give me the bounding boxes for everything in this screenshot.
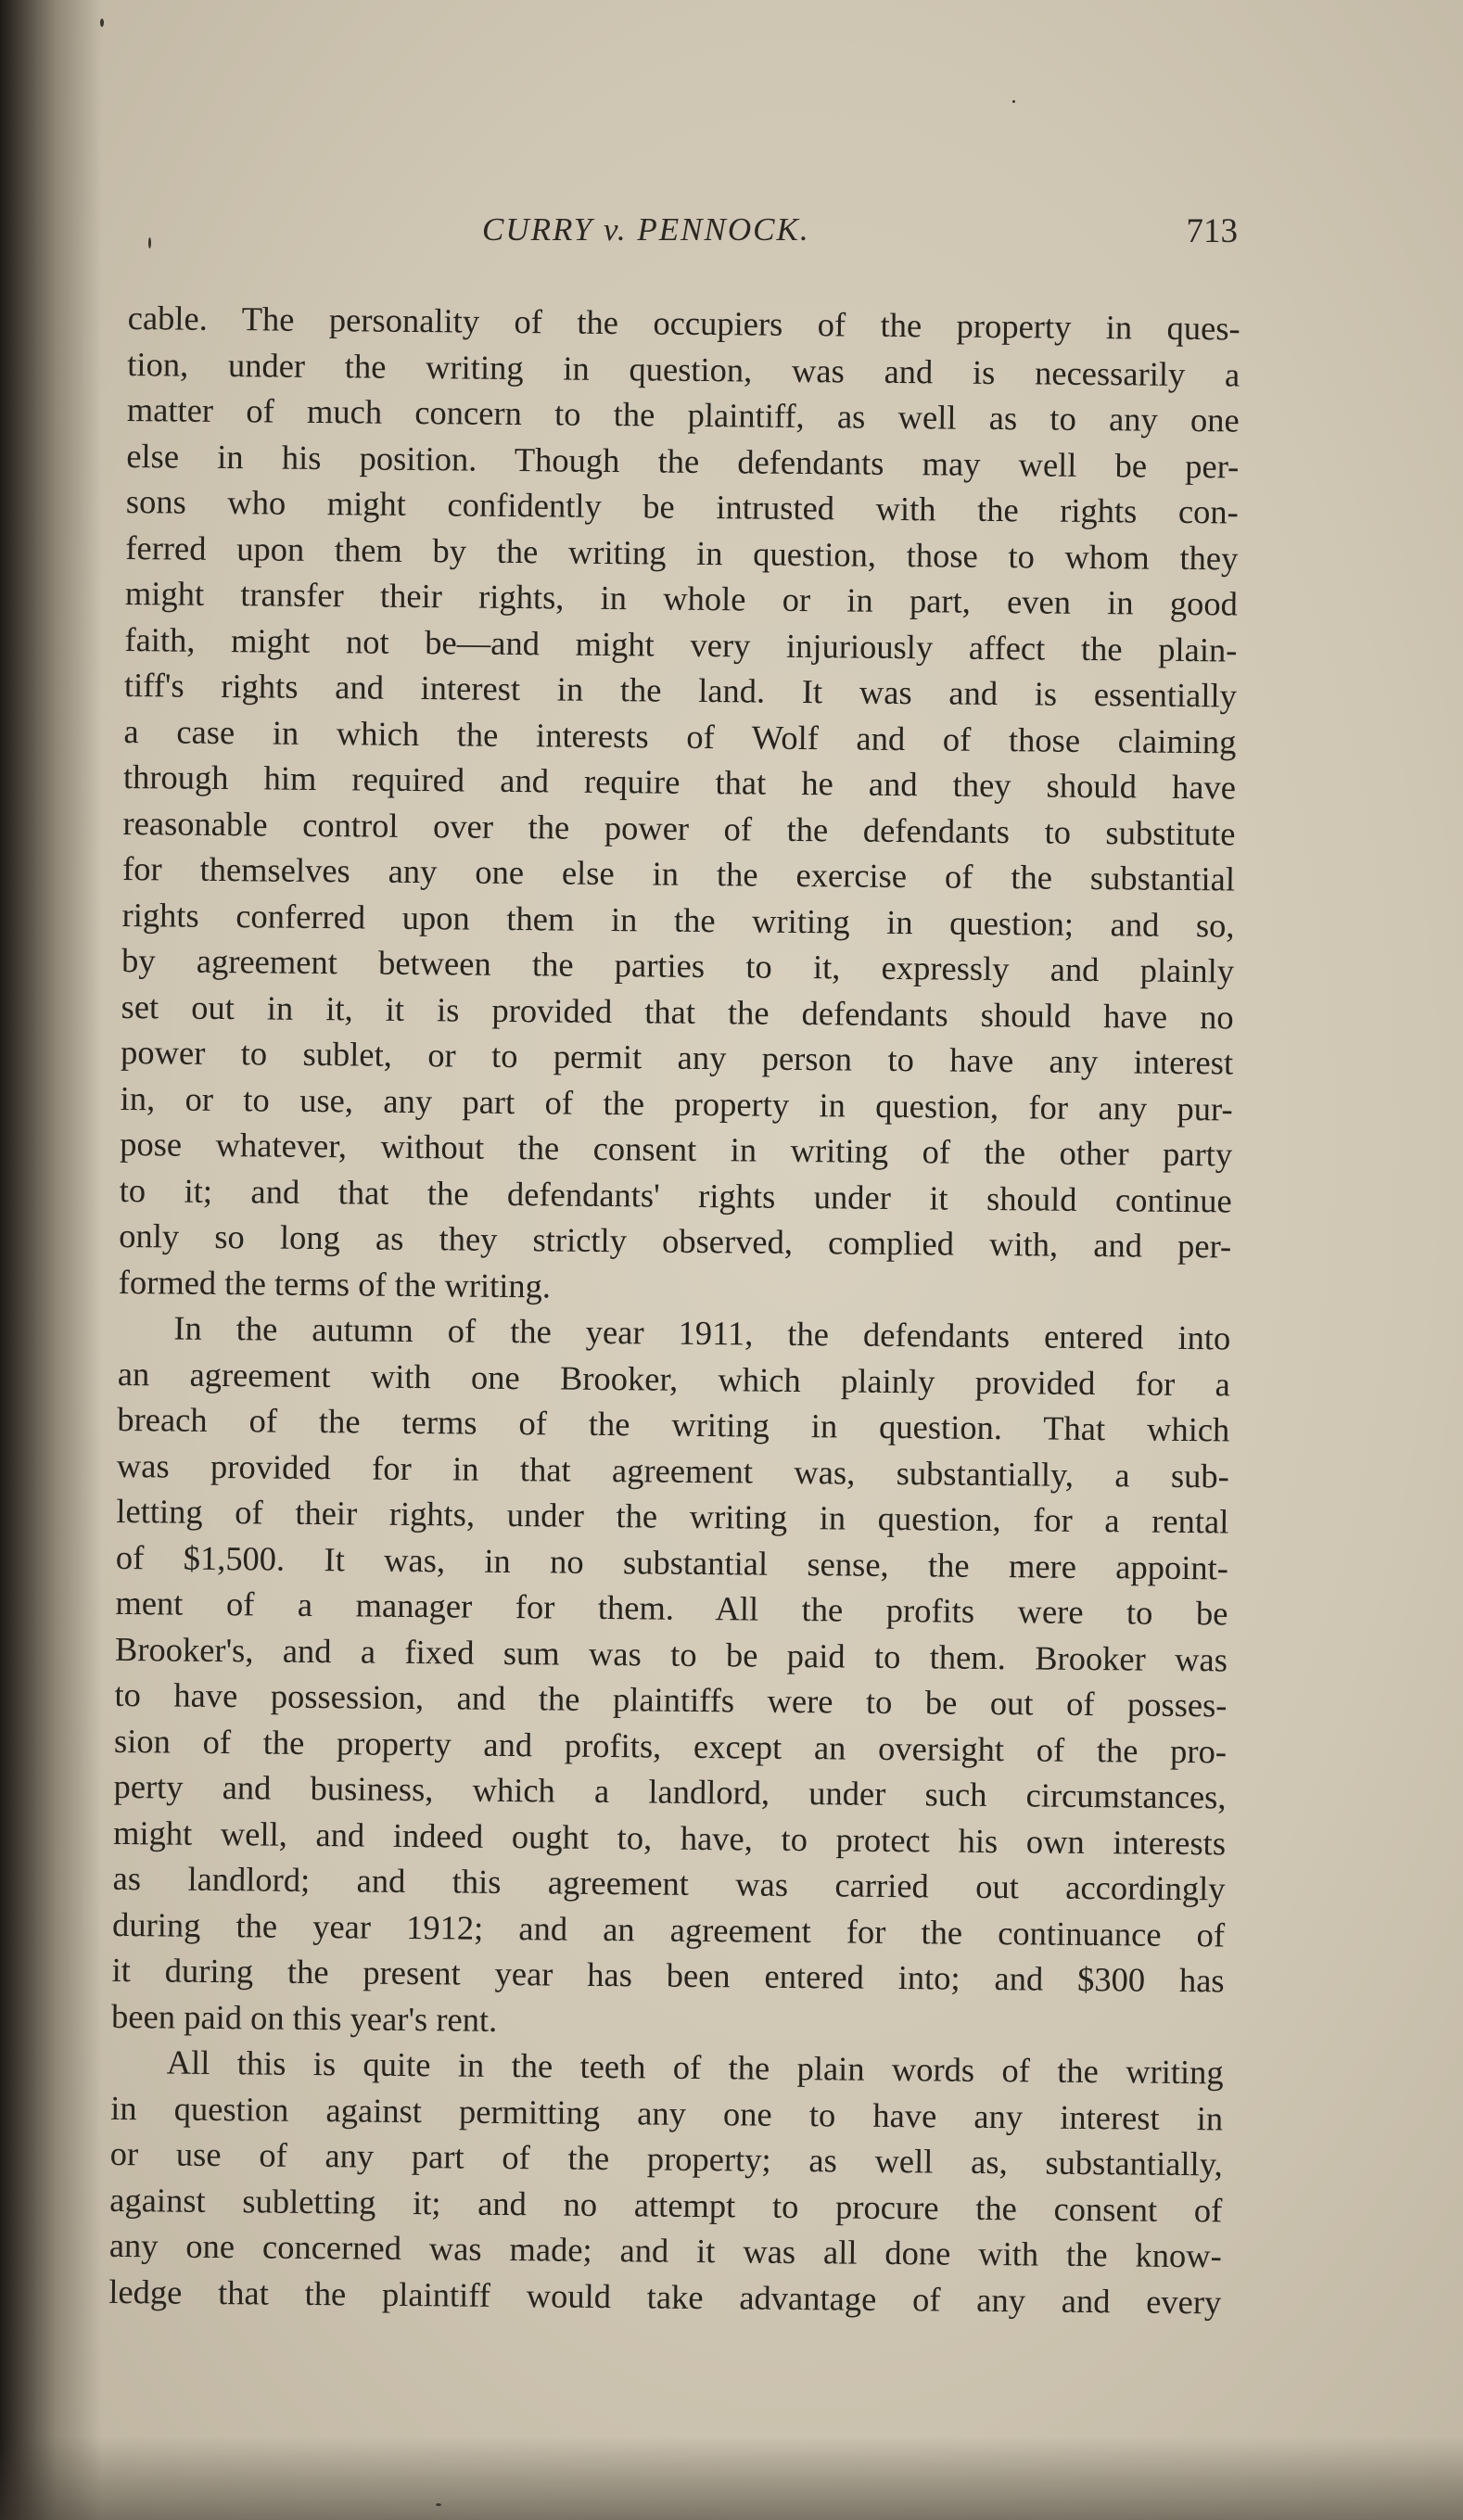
text-line: All this is quite in the teeth of the plain words of the writing (166, 2043, 1224, 2092)
text-line: faith, might not be—and might very injuriously affect the plain- (124, 619, 1238, 669)
text-line: through him required and require that he and they should have (122, 757, 1237, 807)
body-text (108, 295, 1240, 2324)
text-line: against subletting it; and no attempt to procure the consent of (109, 2180, 1223, 2229)
text-line: a case in which the interests of Wolf and of those claiming (123, 711, 1237, 760)
paper-speck (436, 2503, 441, 2506)
text-line: ferred upon them by the writing in question, those to whom they (125, 528, 1239, 578)
text-line: or use of any part of the property; as well as, substantially, (109, 2133, 1223, 2183)
text-line: might transfer their rights, in whole or in part, even in good (124, 573, 1239, 623)
text-line: letting of their rights, under the writing in question, for a rental (116, 1491, 1229, 1541)
text-line: in question against permitting any one to have any interest in (110, 2088, 1224, 2137)
text-line: ment of a manager for them. All the profits were to be (115, 1583, 1228, 1633)
text-line: to have possession, and the plaintiffs were to be out of posses- (114, 1674, 1228, 1725)
page-header (482, 211, 1238, 267)
text-line: any one concerned was made; and it was all done with the know- (108, 2225, 1222, 2275)
text-line: reasonable control over the power of the defendants to substitute (122, 803, 1236, 852)
text-line: power to sublet, or to permit any person to have any interest (120, 1032, 1234, 1082)
text-line: rights conferred upon them in the writing in question; and so, (121, 895, 1235, 944)
text-line: In the autumn of the year 1911, the defendants entered into (173, 1308, 1231, 1357)
text-line: sion of the property and profits, except an oversight of the pro- (113, 1721, 1228, 1770)
text-line: cable. The personality of the occupiers of the property in ques- (127, 298, 1240, 348)
page-number: 713 (1186, 212, 1238, 250)
text-line: an agreement with one Brooker, which plainly provided for a (117, 1354, 1230, 1403)
paper-speck (100, 19, 104, 27)
gutter-shadow (0, 0, 102, 2520)
bottom-edge-shadow (0, 2437, 1463, 2520)
text-line: during the year 1912; and an agreement for the continuance of (111, 1904, 1226, 1954)
running-head: CURRY v. PENNOCK. (482, 211, 810, 248)
text-line: as landlord; and this agreement was carried out accordingly (112, 1858, 1226, 1908)
text-line: by agreement between the parties to it, expressly and plainly (121, 940, 1235, 990)
text-line: set out in it, it is provided that the defendants should have no (121, 986, 1234, 1036)
text-line: it during the present year has been entered into; and $300 has (111, 1950, 1225, 2000)
text-line: matter of much concern to the plaintiff, as well as to any one (126, 389, 1240, 439)
text-line: formed the terms of the writing. (118, 1262, 552, 1305)
paper-speck (1012, 100, 1015, 103)
text-line: tion, under the writing in question, was and is necessarily a (127, 344, 1240, 394)
text-line: ledge that the plaintiff would take advantage of any and every (108, 2272, 1222, 2321)
text-line: perty and business, which a landlord, under such circumstances, (113, 1766, 1227, 1816)
text-line: of $1,500. It was, in no substantial sense, the mere appoint- (115, 1537, 1229, 1586)
text-line: breach of the terms of the writing in question. That which (117, 1399, 1230, 1449)
text-line: in, or to use, any part of the property in question, for any pur- (120, 1078, 1233, 1127)
paper-speck (148, 237, 151, 248)
text-line: might well, and indeed ought to, have, to protect his own interests (112, 1813, 1227, 1862)
text-line: Brooker's, and a fixed sum was to be paid to them. Brooker was (114, 1629, 1228, 1678)
text-line: tiff's rights and interest in the land. It was and is essentially (123, 665, 1238, 715)
text-line: for themselves any one else in the exercise of the substantial (121, 848, 1236, 898)
text-line: was provided for in that agreement was, substantially, a sub- (116, 1445, 1230, 1495)
text-line: else in his position. Though the defendants may well be per- (126, 436, 1240, 486)
text-line: to it; and that the defendants' rights under it should continue (119, 1170, 1232, 1219)
text-line: sons who might confidently be intrusted with the rights con- (125, 481, 1240, 531)
text-line: pose whatever, without the consent in writing of the other party (120, 1124, 1233, 1174)
text-line: only so long as they strictly observed, complied with, and per- (119, 1215, 1232, 1266)
text-line: been paid on this year's rent. (110, 1996, 498, 2039)
